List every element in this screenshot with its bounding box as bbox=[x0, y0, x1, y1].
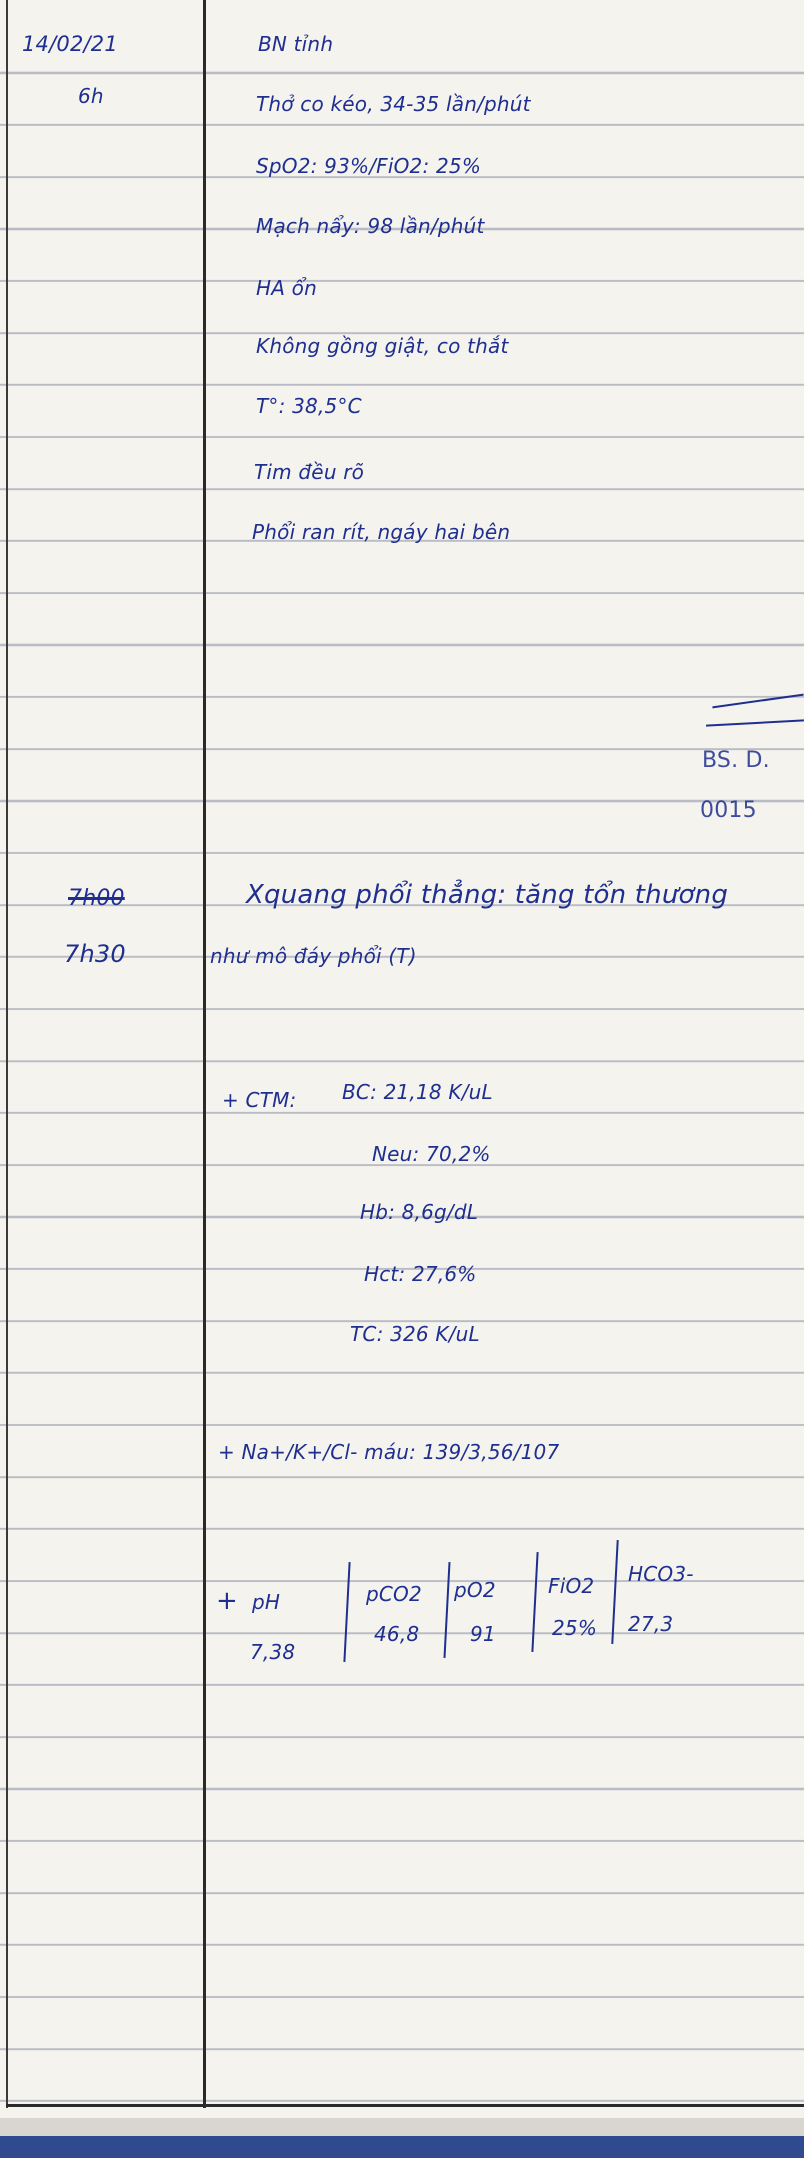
table-divider bbox=[611, 1540, 618, 1644]
note-line-7: T°: 38,5°C bbox=[256, 394, 362, 418]
cbc-hb: Hb: 8,6g/dL bbox=[360, 1200, 479, 1224]
cbc-neu: Neu: 70,2% bbox=[372, 1142, 491, 1166]
entry-time-7h30: 7h30 bbox=[64, 940, 126, 968]
note-line-1: BN tỉnh bbox=[258, 32, 334, 56]
bg-value-po2: 91 bbox=[470, 1622, 496, 1646]
signature-stroke bbox=[712, 694, 803, 709]
note-line-9: Phổi ran rít, ngáy hai bên bbox=[252, 520, 511, 544]
signature-stroke bbox=[706, 719, 804, 726]
bg-header-hco3: HCO3- bbox=[628, 1562, 694, 1586]
note-line-2: Thở co kéo, 34-35 lần/phút bbox=[256, 92, 531, 116]
entry-date: 14/02/21 bbox=[22, 32, 118, 56]
binder-edge bbox=[0, 2136, 804, 2158]
blood-gas-marker: + bbox=[216, 1586, 238, 1616]
note-line-6: Không gồng giật, co thắt bbox=[256, 334, 509, 358]
note-line-8: Tim đều rõ bbox=[254, 460, 365, 484]
entry-time-struck: 7h00 bbox=[68, 886, 125, 911]
cbc-hct: Hct: 27,6% bbox=[364, 1262, 477, 1286]
signature-name: BS. D. bbox=[702, 748, 770, 773]
cbc-heading: + CTM: bbox=[222, 1088, 297, 1112]
table-divider bbox=[343, 1562, 350, 1662]
bg-header-po2: pO2 bbox=[454, 1578, 496, 1602]
bg-header-pco2: pCO2 bbox=[366, 1582, 422, 1606]
bg-header-fio2: FiO2 bbox=[548, 1574, 595, 1598]
note-line-3: SpO2: 93%/FiO2: 25% bbox=[256, 154, 482, 178]
note-line-5: HA ổn bbox=[256, 276, 317, 300]
table-divider bbox=[443, 1562, 450, 1658]
table-divider bbox=[531, 1552, 538, 1652]
bg-value-fio2: 25% bbox=[552, 1616, 598, 1640]
xray-line-1: Xquang phổi thẳng: tăng tổn thương bbox=[246, 880, 729, 910]
margin-column-divider bbox=[203, 0, 206, 2108]
bg-value-pco2: 46,8 bbox=[374, 1622, 420, 1646]
xray-line-2: như mô đáy phổi (T) bbox=[210, 944, 417, 968]
note-line-4: Mạch nẩy: 98 lần/phút bbox=[256, 214, 485, 238]
cbc-wbc: BC: 21,18 K/uL bbox=[342, 1080, 493, 1104]
cbc-plt: TC: 326 K/uL bbox=[350, 1322, 480, 1346]
bg-value-hco3: 27,3 bbox=[628, 1612, 674, 1636]
signature-code: 0015 bbox=[700, 798, 757, 823]
electrolytes-line: + Na+/K+/Cl- máu: 139/3,56/107 bbox=[218, 1440, 560, 1464]
entry-time-6h: 6h bbox=[78, 84, 104, 108]
page-bottom-border bbox=[6, 2104, 804, 2107]
bg-header-ph: pH bbox=[252, 1590, 281, 1614]
bg-value-ph: 7,38 bbox=[250, 1640, 296, 1664]
page-left-edge bbox=[6, 0, 8, 2108]
